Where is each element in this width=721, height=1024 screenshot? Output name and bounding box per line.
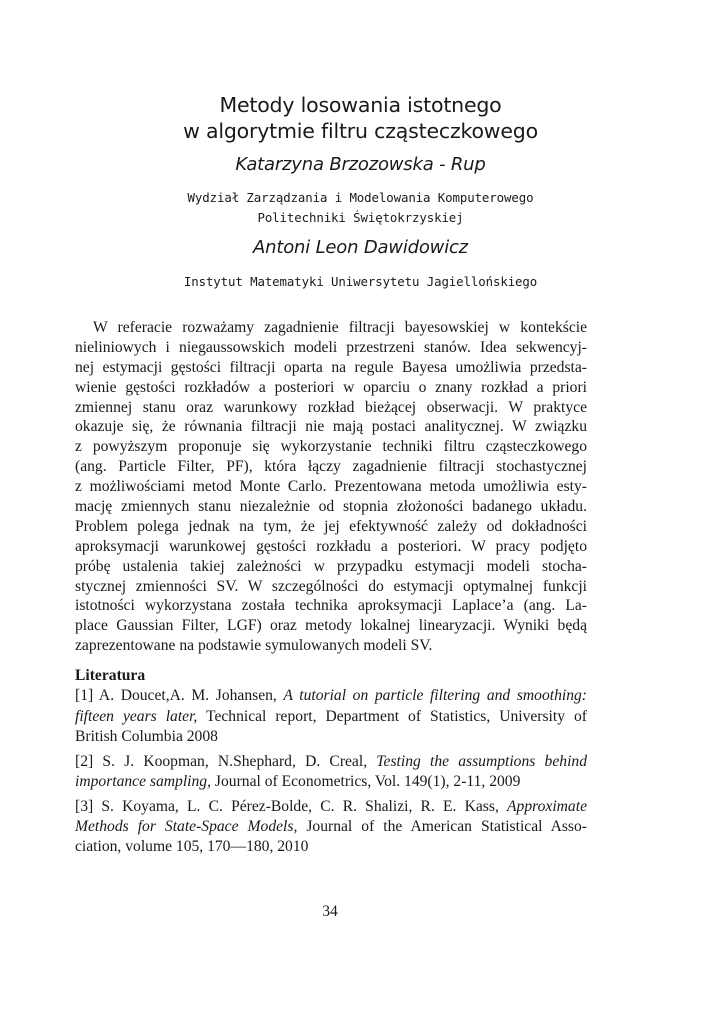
reference-1-source: Technical report, Department of Statistics, University of [197, 707, 587, 725]
author-1-affiliation-line-2: Politechniki Świętokrzyskiej [257, 210, 464, 225]
reference-item-2 [75, 752, 587, 793]
reference-item-1 [75, 686, 587, 747]
author-name-2: Antoni Leon Dawidowicz [253, 237, 468, 258]
reference-3-title: Approximate [507, 797, 587, 815]
page-number: 34 [322, 903, 338, 920]
reference-1-source-cont: British Columbia 2008 [75, 727, 218, 745]
reference-1-title: A tutorial on particle filtering and smoothing: [283, 687, 587, 705]
reference-2-source: Journal of Econometrics, Vol. 149(1), 2-11, 2009 [211, 772, 521, 790]
abstract-paragraph [75, 318, 587, 656]
abstract-line: okazuje się, że równania filtracji nie mają postaci analitycznej. W związku [75, 418, 587, 436]
abstract-line: (ang. Particle Filter, PF), która łączy zagadnienie filtracji stochastycznej [75, 458, 587, 476]
abstract-line: aproksymacji warunkowej gęstości rozkładu a posteriori. W pracy podjęto [75, 537, 587, 555]
abstract-line: Problem polega jednak na tym, że jej efektywność zależy od dokładności [75, 517, 587, 535]
paper-title-line-1: Metody losowania istotnego [219, 93, 502, 117]
reference-3-title-cont: Methods for State-Space Models, [75, 818, 298, 836]
abstract-line: zaprezentowane na podstawie symulowanych modeli SV. [75, 637, 433, 655]
reference-item-3 [75, 797, 587, 858]
abstract-line: stycznej zmienności SV. W szczególności do estymacji optymalnej funkcji [75, 577, 587, 595]
reference-3-authors: [3] S. Koyama, L. C. Pérez-Bolde, C. R. Shalizi, R. E. Kass, [75, 797, 508, 815]
reference-2-title: Testing the assumptions behind [376, 752, 587, 770]
reference-1-title-cont: fifteen years later, [75, 707, 198, 725]
reference-1-authors: [1] A. Doucet,A. M. Johansen, [75, 687, 284, 705]
abstract-line: z powyższym proponuje się wykorzystanie techniki filtru cząsteczkowego [75, 438, 587, 456]
author-1-affiliation-line-1: Wydział Zarządzania i Modelowania Komputerowego [187, 190, 534, 205]
references-heading: Literatura [75, 667, 146, 684]
reference-2-title-cont: importance sampling, [75, 772, 212, 790]
author-name-1: Katarzyna Brzozowska - Rup [235, 154, 486, 175]
abstract-line: istotności wykorzystana została technika aproksymacji Laplace’a (ang. La- [75, 597, 587, 615]
abstract-line: place Gaussian Filter, LGF) oraz metody lokalnej linearyzacji. Wyniki będą [75, 617, 587, 635]
abstract-line: wienie gęstości rozkładów a posteriori w oparciu o znany rozkład a priori [75, 378, 587, 396]
abstract-line: W referacie rozważamy zagadnienie filtracji bayesowskiej w kontekście [93, 319, 587, 336]
paper-title-line-2: w algorytmie filtru cząsteczkowego [183, 119, 538, 143]
reference-3-source-cont: ciation, volume 105, 170—180, 2010 [75, 838, 309, 856]
reference-2-authors: [2] S. J. Koopman, N.Shephard, D. Creal, [75, 752, 377, 770]
abstract-line: mację zmiennych stanu niezależnie od stopnia złożoności badanego układu. [75, 498, 587, 516]
abstract-line: zmiennej stanu oraz warunkowy rozkład bieżącej obserwacji. W praktyce [75, 398, 587, 416]
abstract-line: nieliniowych i niegaussowskich modeli przestrzeni stanów. Idea sekwencyj- [75, 338, 587, 356]
references-section [75, 666, 587, 858]
author-2-affiliation: Instytut Matematyki Uniwersytetu Jagiellońskiego [183, 274, 538, 289]
reference-3-source: Journal of the American Statistical Asso- [297, 818, 587, 836]
abstract-line: z możliwościami metod Monte Carlo. Prezentowana metoda umożliwia esty- [75, 478, 587, 496]
abstract-line: próbę ustalenia takiej zależności w przypadku estymacji modeli stocha- [75, 557, 587, 575]
abstract-line: nej estymacji gęstości filtracji oparta na regule Bayesa umożliwia przedsta- [75, 358, 587, 376]
